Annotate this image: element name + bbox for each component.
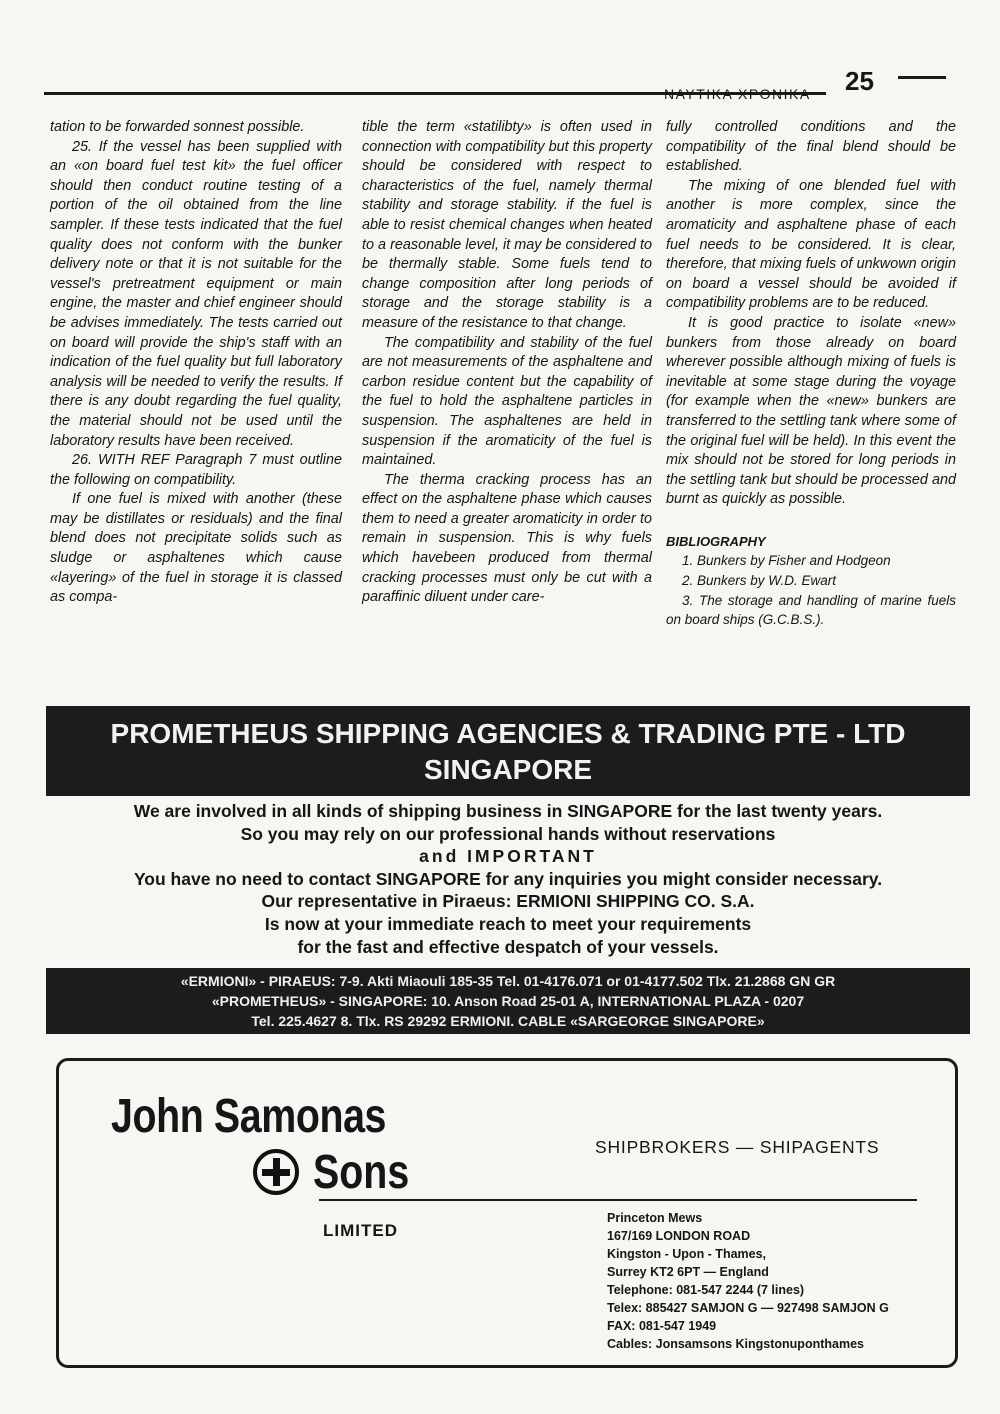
page-number: 25: [845, 66, 874, 96]
company-name: John Samonas: [111, 1090, 387, 1143]
contact-line: Tel. 225.4627 8. Tlx. RS 29292 ERMIONI. CABLE «SARGEORGE SINGAPORE»: [251, 1013, 765, 1029]
paragraph: It is good practice to isolate «new» bunkers from those already on board wherever possible although mixing of fuels is inevitable at some stage during the voyage (for example when the «new» bunkers are transferred to the settling tank where some of the original fuel will be held). In this event the mix should not be stored for long periods in the settling tank but should be processed and burnt as quickly as possible.: [666, 314, 956, 508]
company-address: [607, 1209, 889, 1353]
address-line: Telex: 885427 SAMJON G — 927498 SAMJON G: [607, 1301, 889, 1315]
bibliography-item: 3. The storage and handling of marine fuels on board ships (G.C.B.S.).: [666, 592, 956, 628]
divider: [319, 1199, 917, 1201]
bibliography-item: 2. Bunkers by W.D. Ewart: [682, 573, 837, 589]
prometheus-banner: [46, 706, 970, 796]
promo-line: You have no need to contact SINGAPORE for any inquiries you might consider necessary.: [133, 868, 883, 889]
article-column-2: [362, 118, 652, 608]
paragraph: fully controlled conditions and the compatibility of the final blend should be established.: [666, 119, 956, 175]
paragraph: 25. If the vessel has been supplied with an «on board fuel test kit» the fuel officer should then conduct routine testing of a portion of the oil obtained from the line sampler. If these tests indicated that the fuel quality does not conform with the bunker delivery note or that it is not suitable for the vessel's pretreatment equipment or main engine, the master and chief engineer should be advises immediately. The tests carried out on board will provide the ship's staff with an indication of the fuel quality but full laboratory analysis will be needed to verify the results. If there is any doubt regarding the fuel quality, the material should not be used until the laboratory results have been received.: [50, 138, 342, 449]
promo-line: So you may rely on our professional hands without reservations: [240, 823, 776, 844]
address-line: FAX: 081-547 1949: [607, 1319, 717, 1333]
paragraph: tation to be forwarded sonnest possible.: [50, 119, 305, 135]
promo-line: and IMPORTANT: [419, 846, 597, 867]
address-line: Kingston - Upon - Thames,: [607, 1247, 767, 1261]
contact-line: «ERMIONI» - PIRAEUS: 7-9. Akti Miaouli 185-35 Tel. 01-4176.071 or 01-4177.502 Tlx. 21.2868 GN GR: [180, 973, 836, 989]
company-limited: LIMITED: [323, 1221, 398, 1240]
article-column-1: [50, 118, 342, 608]
promo-line: Is now at your immediate reach to meet your requirements: [264, 913, 752, 934]
paragraph: The compatibility and stability of the fuel are not measurements of the asphaltene and carbon residue content but the capability of the fuel to hold the asphaltene particles in suspension. The asphaltenes are held in suspension if the aromaticity of the fuel is maintained.: [362, 334, 652, 469]
paragraph: tible the term «statilibty» is often used in connection with compatibility but this property should be considered with respect to characteristics of the fuel, namely thermal stability and storage stability. if the fuel is able to resist chemical changes when heated to a reasonable level, it may be considered to be thermally stable. Some fuels tend to change composition after long periods of storage and the storage stability is a measure of the resistance to that change.: [362, 119, 652, 331]
samonas-advert: [56, 1058, 958, 1368]
article-column-3: [666, 118, 956, 630]
address-line: 167/169 LONDON ROAD: [607, 1229, 751, 1243]
paragraph: The therma cracking process has an effect on the asphaltene phase which causes them to need a greater aromaticity in order to remain in suspension. This is why fuels which havebeen produced from thermal cracking processes must only be cut with a paraffinic diluent under care-: [362, 471, 652, 606]
bibliography-item: 1. Bunkers by Fisher and Hodgeon: [682, 553, 891, 569]
company-tagline: SHIPBROKERS — SHIPAGENTS: [595, 1137, 880, 1157]
prometheus-body: [46, 800, 970, 958]
bibliography-title: BIBLIOGRAPHY: [666, 533, 766, 549]
prometheus-contact-bar: [46, 968, 970, 1034]
paragraph: If one fuel is mixed with another (these may be distillates or residuals) and the final blend does not precipitate solids such as sludge or asphaltenes which cause «layering» of the fuel in storage it is classed as compa-: [50, 491, 342, 606]
address-line: Cables: Jonsamsons Kingstonuponthames: [607, 1337, 864, 1351]
prometheus-subtitle: SINGAPORE: [423, 754, 593, 785]
promo-line: for the fast and effective despatch of your vessels.: [297, 936, 719, 957]
promo-line: Our representative in Piraeus: ERMIONI SHIPPING CO. S.A.: [261, 891, 755, 912]
header-rule-right: [898, 76, 946, 79]
prometheus-title: PROMETHEUS SHIPPING AGENCIES & TRADING PTE - LTD: [110, 718, 906, 749]
plus-circle-icon: [253, 1149, 299, 1195]
promo-line: We are involved in all kinds of shipping business in SINGAPORE for the last twenty years.: [133, 801, 883, 821]
paragraph: The mixing of one blended fuel with another is more complex, since the aromaticity and asphaltene phase of each fuel needs to be considered. It is clear, therefore, that mixing fuels of unkwown origin on board a vessel should be avoided if compatibility problems are to be reduced.: [666, 177, 956, 312]
magazine-name: ΝΑΥΤΙΚΑ ΧΡΟΝΙΚΑ: [664, 86, 811, 102]
contact-line: «PROMETHEUS» - SINGAPORE: 10. Anson Road 25-01 A, INTERNATIONAL PLAZA - 0207: [211, 993, 805, 1009]
address-line: Surrey KT2 6PT — England: [607, 1265, 769, 1279]
company-name-sons: Sons: [313, 1146, 410, 1199]
address-line: Princeton Mews: [607, 1211, 703, 1225]
address-line: Telephone: 081-547 2244 (7 lines): [607, 1283, 805, 1297]
paragraph: 26. WITH REF Paragraph 7 must outline the following on compatibility.: [50, 452, 342, 488]
